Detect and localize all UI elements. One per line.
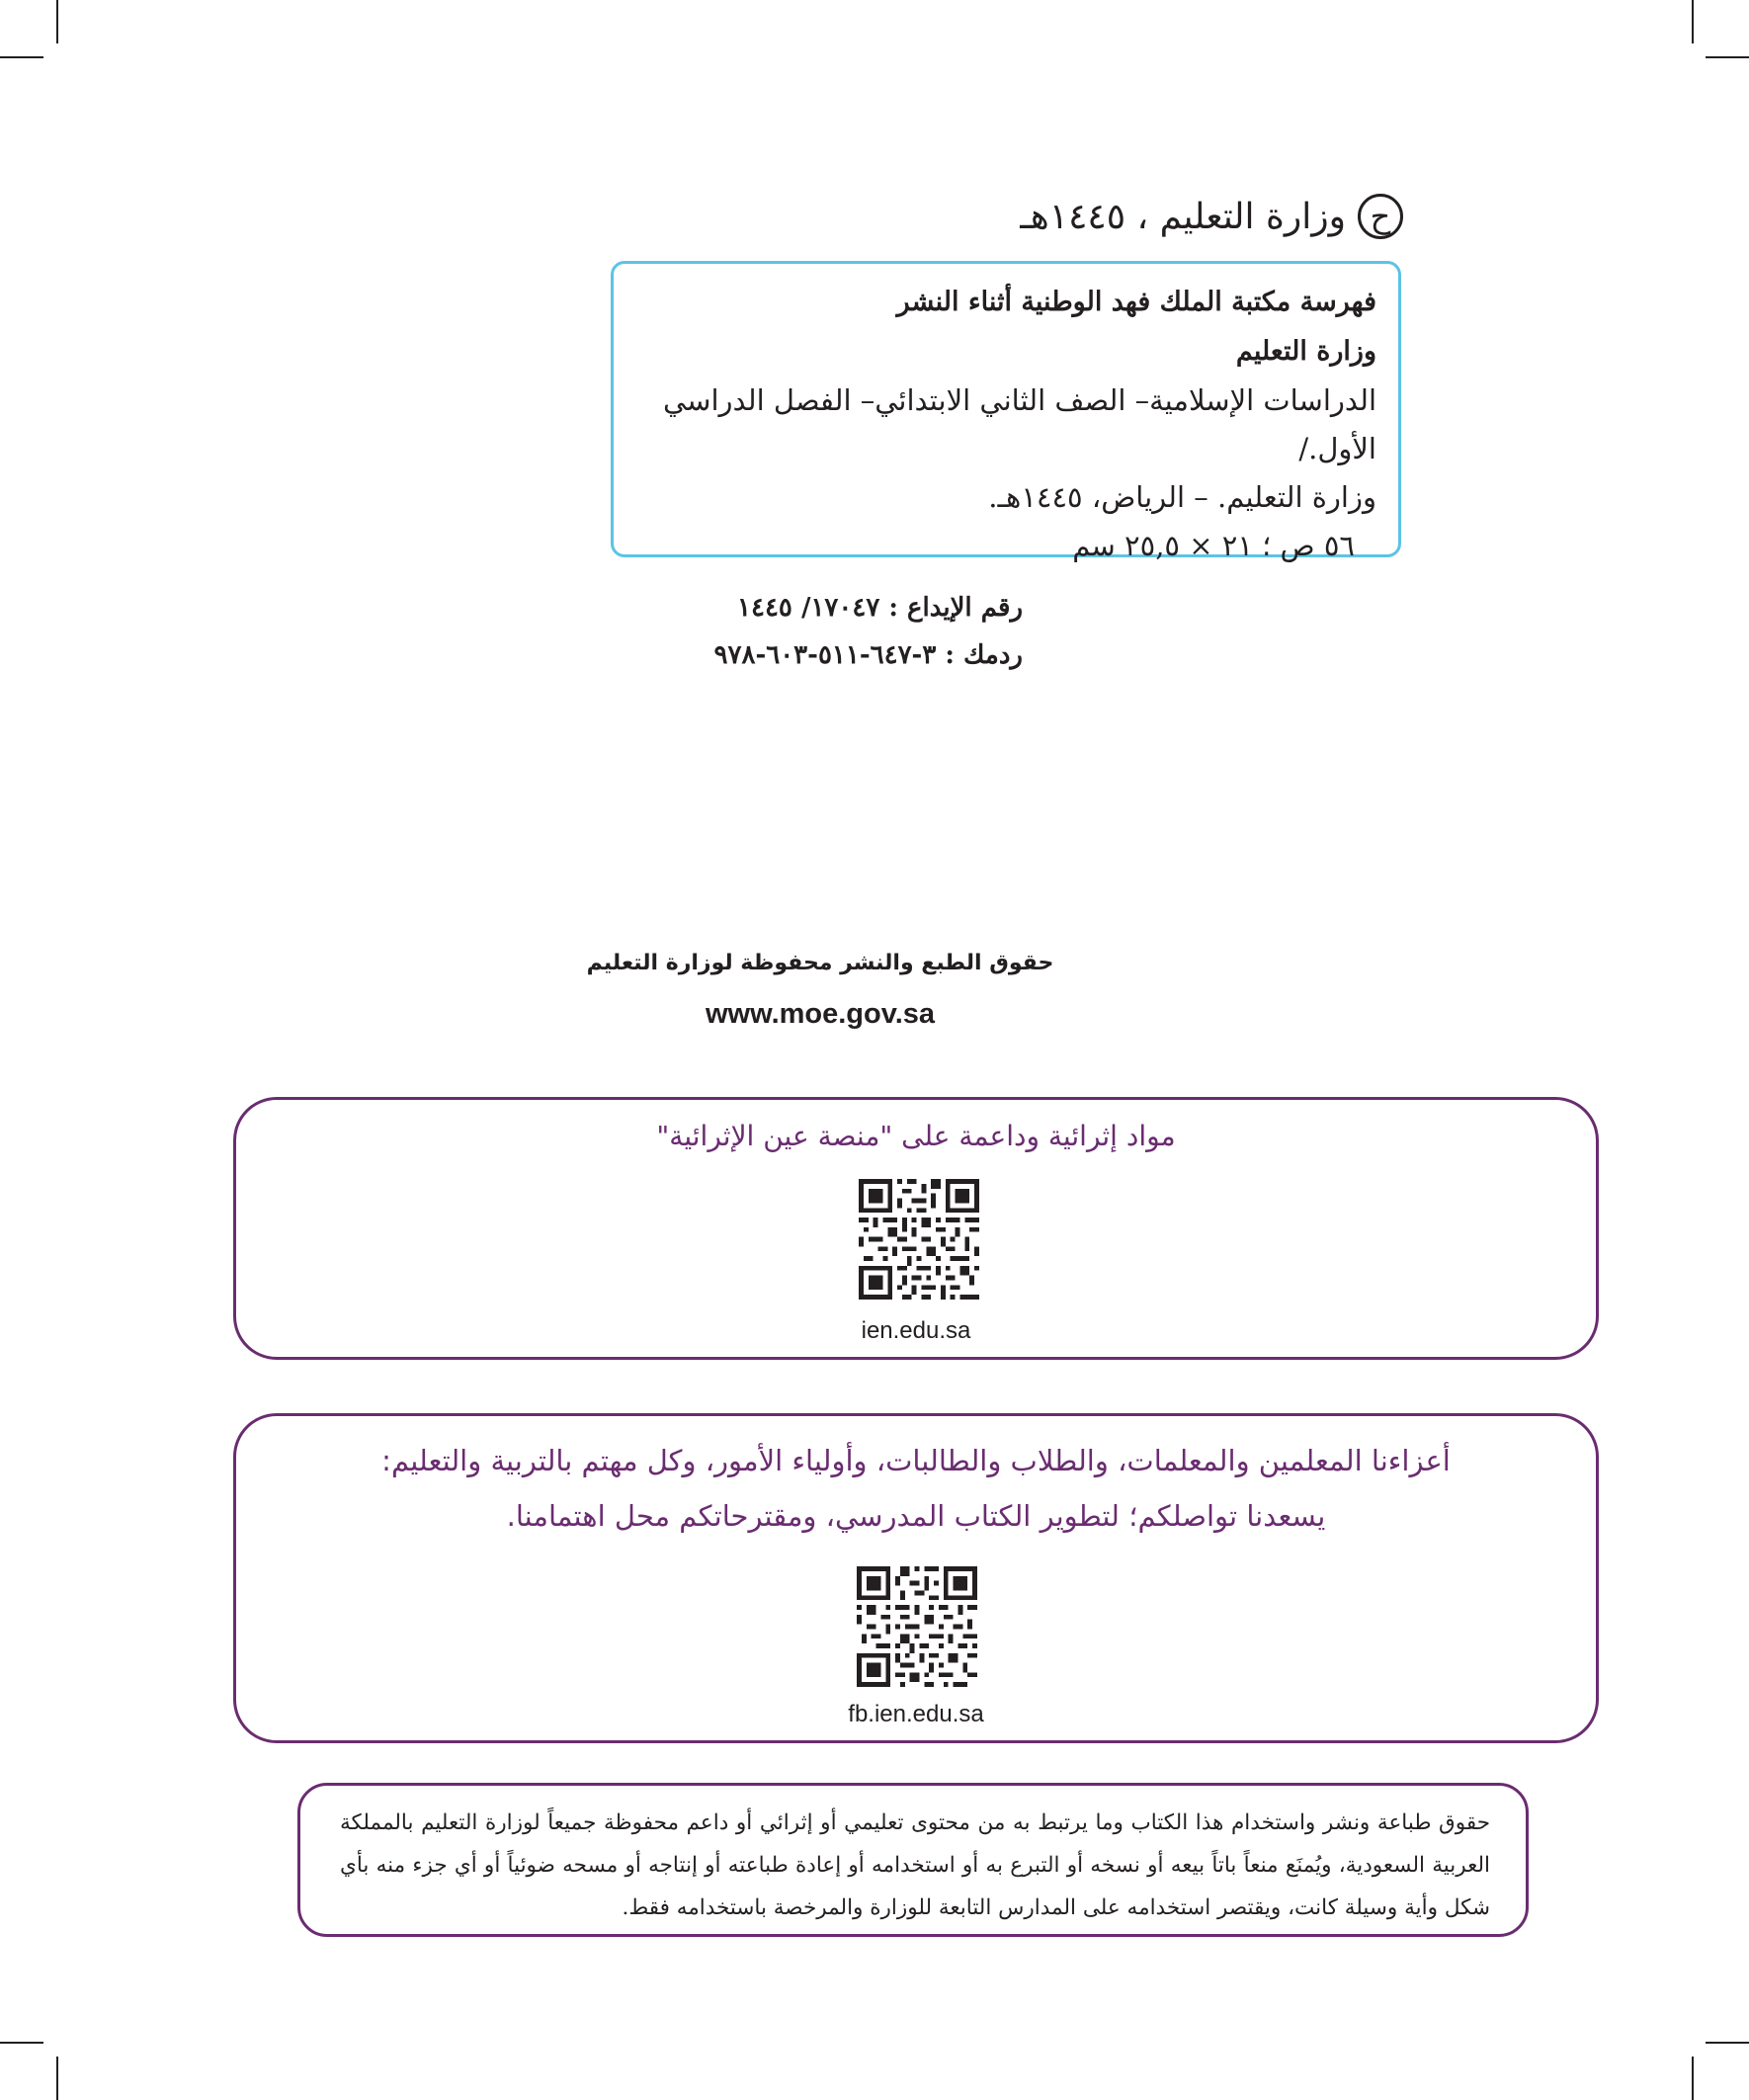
- crop-mark: [0, 2042, 43, 2044]
- crop-mark: [56, 0, 58, 43]
- enrichment-title: مواد إثرائية وداعمة على "منصة عين الإثرائية": [656, 1120, 1176, 1152]
- feedback-line-2: يسعدنا تواصلكم؛ لتطوير الكتاب المدرسي، ومقترحاتكم محل اهتمامنا.: [506, 1499, 1326, 1533]
- feedback-line-1: أعزاءنا المعلمين والمعلمات، والطلاب والطالبات، وأولياء الأمور، وكل مهتم بالتربية والتعليم:: [381, 1444, 1451, 1477]
- feedback-url[interactable]: fb.ien.edu.sa: [848, 1701, 984, 1727]
- copyright-text: وزارة التعليم ، ١٤٤٥هـ: [1020, 196, 1346, 237]
- rights-title: حقوق الطبع والنشر محفوظة لوزارة التعليم: [586, 951, 1054, 975]
- qr-code-icon[interactable]: [857, 1566, 977, 1687]
- legal-notice-box: [297, 1783, 1529, 1937]
- deposit-number: رقم الإيداع : ١٧٠٤٧/ ١٤٤٥: [737, 593, 1023, 623]
- isbn: ردمك : ٣-٦٤٧-٥١١-٦٠٣-٩٧٨: [713, 640, 1023, 670]
- crop-mark: [1706, 56, 1749, 58]
- crop-mark: [1692, 0, 1694, 43]
- catalog-line-2: وزارة التعليم. – الرياض، ١٤٤٥هـ.: [988, 480, 1376, 514]
- legal-notice-text: حقوق طباعة ونشر واستخدام هذا الكتاب وما يرتبط به من محتوى تعليمي أو إثرائي أو داعم محفوظة جميعاً لوزارة التعليم بالمملكة العربية السعودية، ويُمنَع منعاً باتاً بيعه أو نسخه أو التبرع به أو استخدامه أو إعادة طباعته أو إنتاجه أو مسحه ضوئياً أو أي جزء منه بأي شكل وأية وسيلة كانت، ويقتصر استخدامه على المدارس التابعة للوزارة والمرخصة باستخدامه فقط.: [340, 1810, 1490, 1920]
- qr-code-icon[interactable]: [859, 1179, 979, 1300]
- copyright-symbol: ح: [1358, 194, 1403, 239]
- catalog-author: وزارة التعليم: [1235, 336, 1376, 367]
- website-link[interactable]: www.moe.gov.sa: [705, 998, 936, 1030]
- crop-mark: [1706, 2042, 1749, 2044]
- feedback-box: [233, 1413, 1599, 1743]
- catalog-title: فهرسة مكتبة الملك فهد الوطنية أثناء النشر: [896, 287, 1376, 317]
- copyright-line: [988, 194, 1403, 239]
- catalog-line-1: الدراسات الإسلامية– الصف الثاني الابتدائي– الفصل الدراسي الأول./: [663, 383, 1376, 465]
- catalog-box: [611, 261, 1401, 562]
- crop-mark: [0, 56, 43, 58]
- enrichment-box: [233, 1097, 1599, 1360]
- crop-mark: [1692, 2057, 1694, 2100]
- crop-mark: [56, 2057, 58, 2100]
- catalog-line-3: ٥٦ ص ؛ ٢١ × ٢٥,٥ سم: [1072, 529, 1355, 562]
- enrichment-url[interactable]: ien.edu.sa: [861, 1317, 971, 1344]
